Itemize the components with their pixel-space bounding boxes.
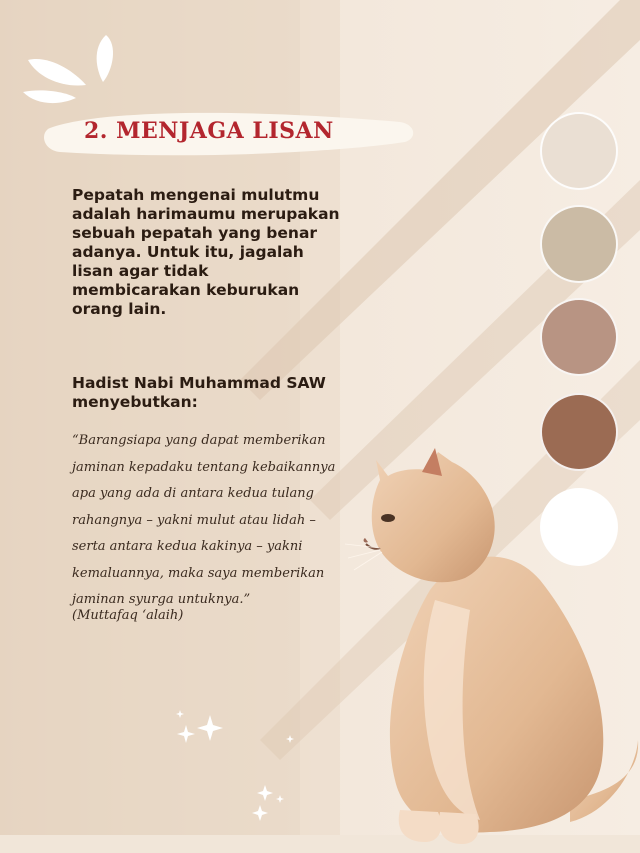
cat-illustration — [340, 440, 640, 850]
hadist-heading: Hadist Nabi Muhammad SAW menyebutkan: — [72, 374, 326, 411]
page-title: 2. MENJAGA LISAN — [84, 118, 334, 144]
palette-swatch-2 — [540, 205, 618, 283]
palette-swatch-3 — [540, 298, 618, 376]
hadist-source: (Muttafaq ‘alaih) — [72, 608, 184, 623]
sparkle-decoration — [160, 700, 320, 840]
palette-swatch-1 — [540, 112, 618, 190]
hadist-quote: “Barangsiapa yang dapat memberikan jaminan kepadaku tentang kebaikannya apa yang ada di antara kedua tulang rahangnya – yakni mulut atau lidah – serta antara kedua kakinya – yakni kemaluannya, maka saya memberikan jaminan syurga untuknya.” — [72, 433, 336, 607]
intro-paragraph: Pepatah mengenai mulutmu adalah harimaumu merupakan sebuah pepatah yang benar adanya. Untuk itu, jagalah lisan agar tidak membicarakan keburukan orang lain. — [72, 186, 340, 318]
